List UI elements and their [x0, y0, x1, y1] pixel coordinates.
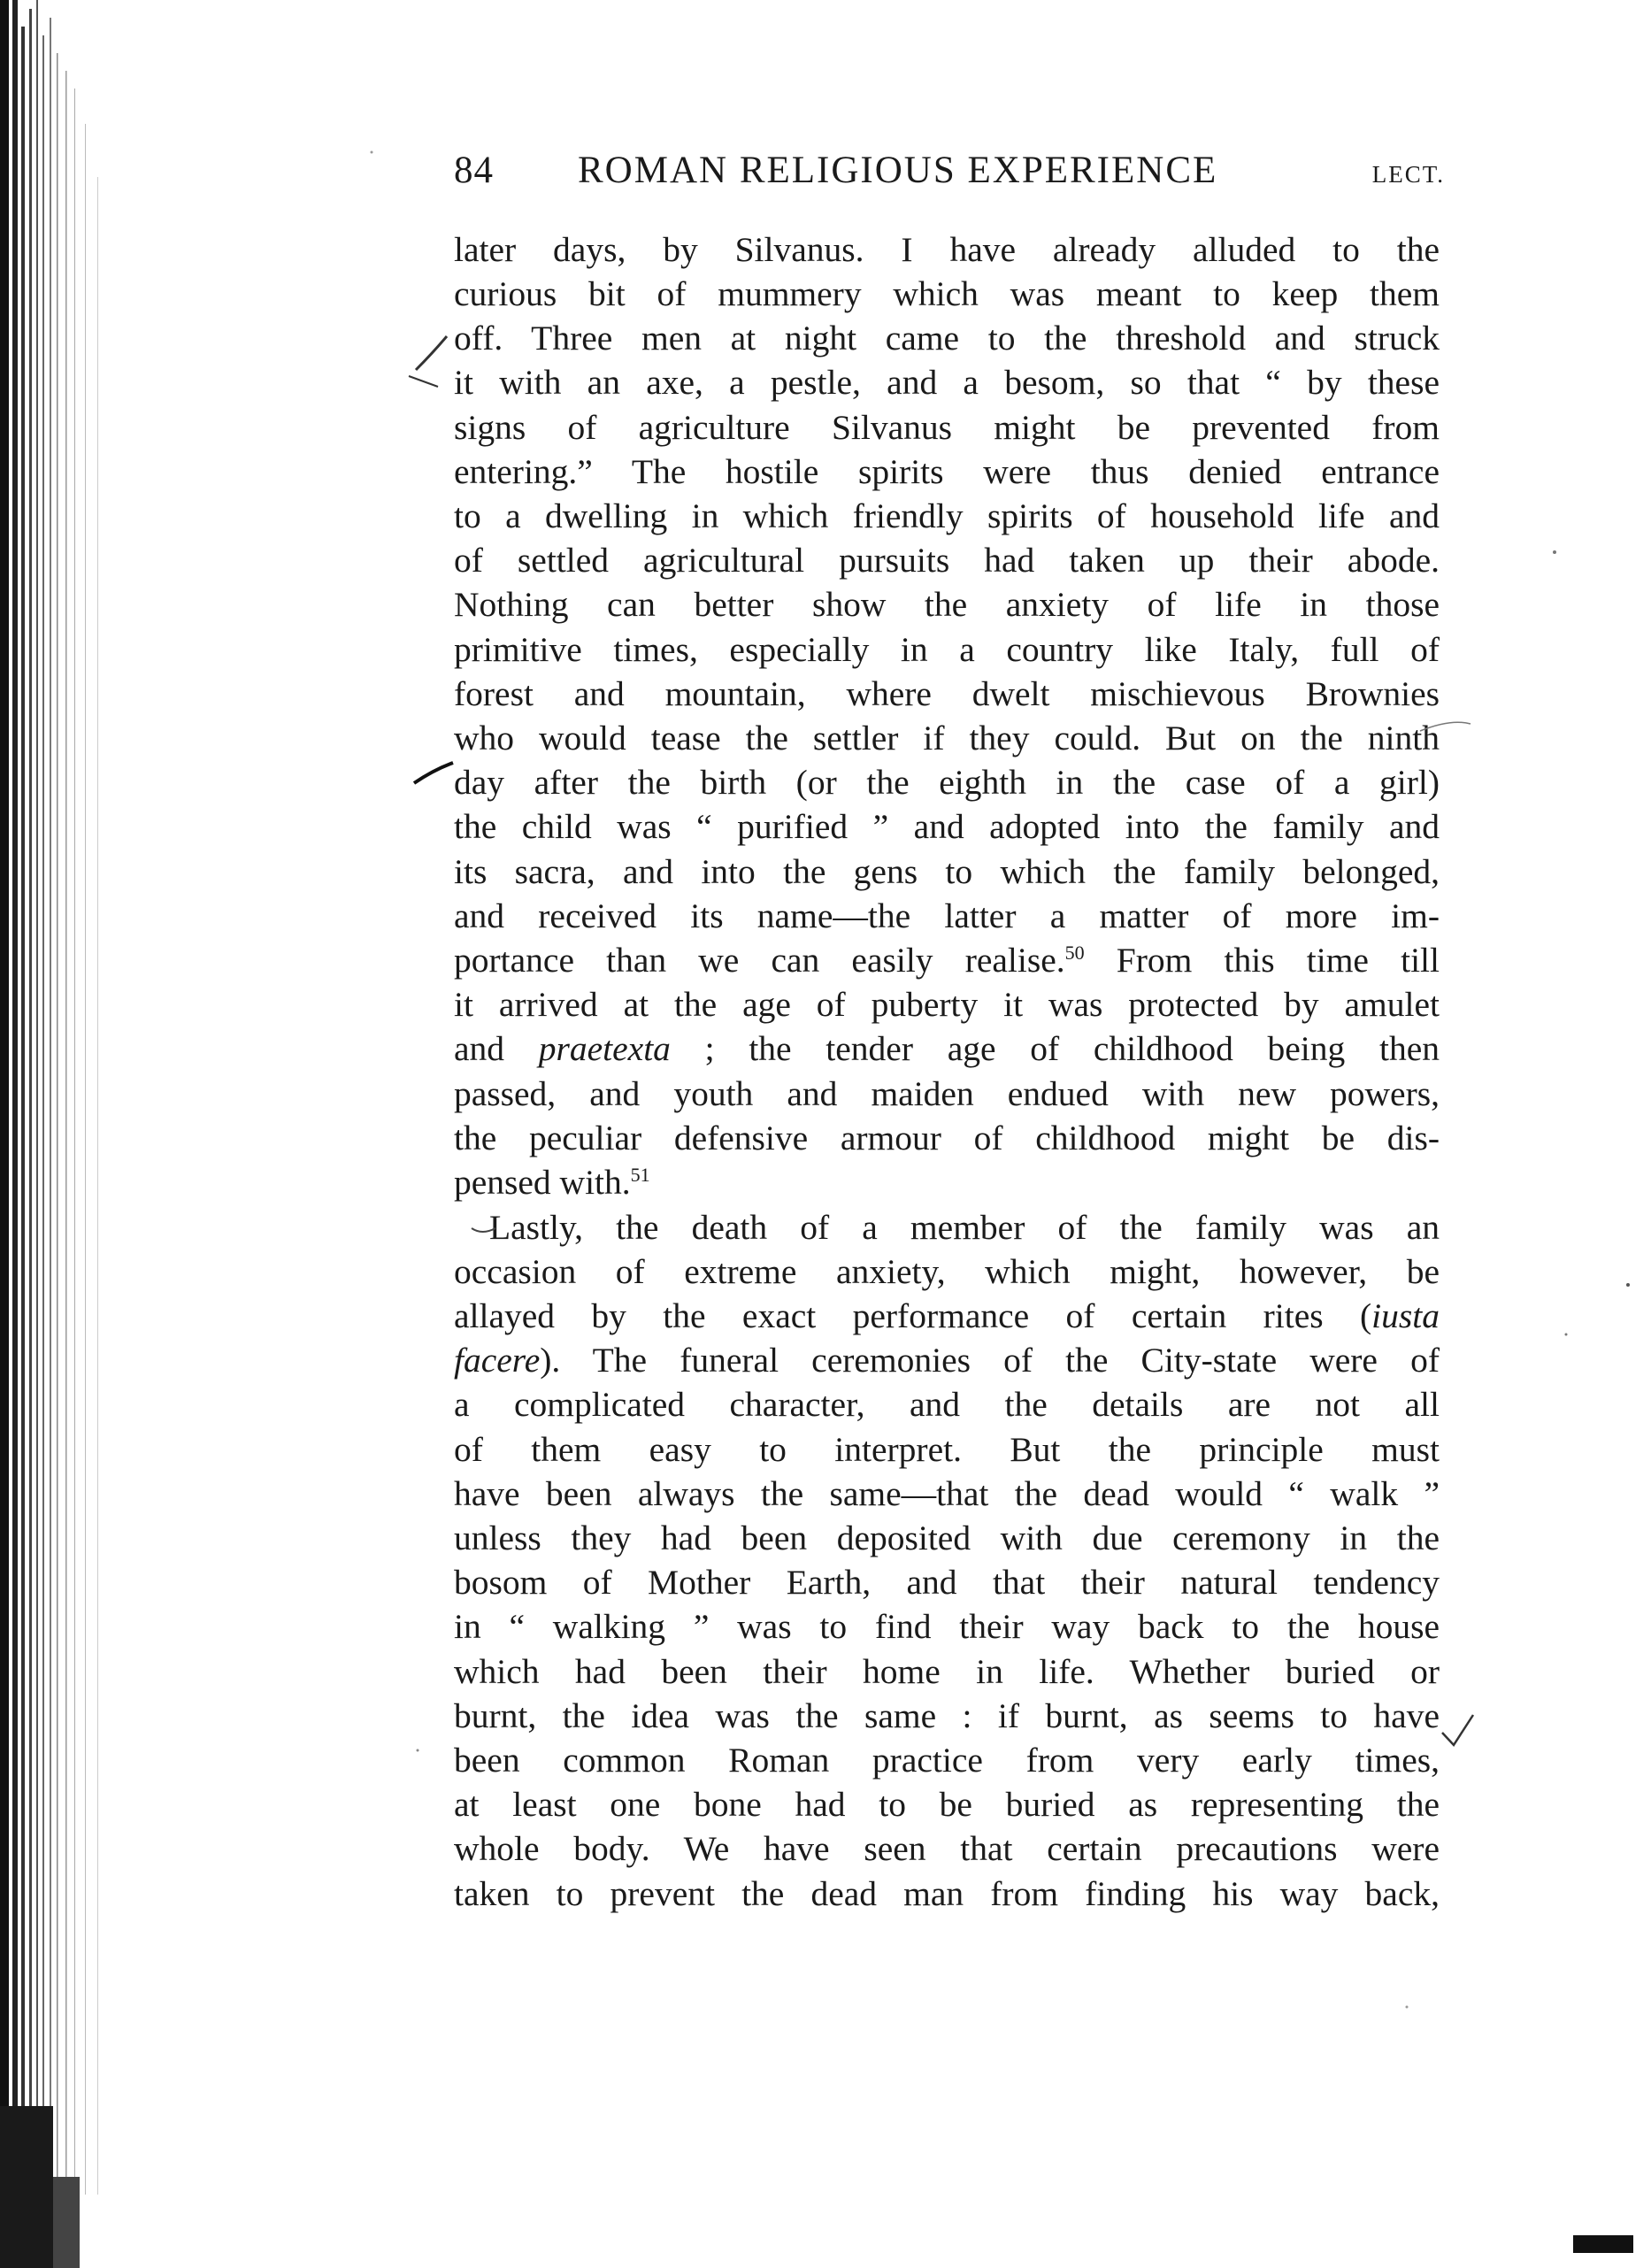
text-fragment: From this time till [1084, 941, 1440, 980]
text-fragment: allayed by the exact performance of certain rites ( [454, 1296, 1372, 1335]
text-line-with-footnote [454, 938, 1440, 982]
italic-term: praetexta [538, 1029, 671, 1068]
text-line: Lastly, the death of a member of the family was an [489, 1208, 1440, 1247]
text-line: its sacra, and into the gens to which the family belonged, [454, 852, 1440, 891]
italic-term: facere [454, 1341, 541, 1380]
text-line-with-italic [454, 1294, 1440, 1338]
text-line: which had been their home in life. Whether buried or [454, 1652, 1440, 1691]
speck [1565, 1334, 1568, 1336]
text-line: Nothing can better show the anxiety of life in those [454, 585, 1440, 624]
page-binding-edge [0, 0, 133, 2268]
footnote-ref: 50 [1064, 941, 1085, 964]
text-line: unless they had been deposited with due ceremony in the [454, 1518, 1440, 1557]
pencil-tick-mark [409, 376, 438, 387]
text-fragment: pensed with. [454, 1163, 631, 1202]
speck [417, 1749, 419, 1752]
running-title: ROMAN RELIGIOUS EXPERIENCE [578, 150, 1218, 191]
text-line: it with an axe, a pestle, and a besom, so that “ by these [454, 363, 1440, 402]
section-label: LECT. [1371, 161, 1445, 188]
page-number: 84 [454, 150, 494, 191]
text-line: in “ walking ” was to find their way back to the house [454, 1607, 1440, 1646]
text-line: of them easy to interpret. But the principle must [454, 1430, 1440, 1469]
speck [1626, 1283, 1630, 1287]
check-mark [1442, 1715, 1473, 1745]
text-line: it arrived at the age of puberty it was protected by amulet [454, 985, 1440, 1024]
speck [371, 151, 373, 154]
ink-smudge [1573, 2235, 1633, 2253]
text-fragment: portance than we can easily realise. [454, 941, 1065, 980]
text-line: bosom of Mother Earth, and that their natural tendency [454, 1563, 1440, 1602]
text-line: off. Three men at night came to the threshold and struck [454, 319, 1440, 357]
footnote-ref: 51 [630, 1163, 650, 1186]
text-line: forest and mountain, where dwelt mischievous Brownies [454, 674, 1440, 713]
text-line: day after the birth (or the eighth in the case of a girl) [454, 763, 1440, 802]
text-line: entering.” The hostile spirits were thus denied entrance [454, 452, 1440, 491]
text-line: at least one bone had to be buried as representing the [454, 1785, 1440, 1824]
text-line-with-italic [454, 1026, 1440, 1071]
text-line: whole body. We have seen that certain precautions were [454, 1829, 1440, 1868]
text-line-with-italic [454, 1338, 1440, 1382]
text-line: taken to prevent the dead man from finding his way back, [454, 1874, 1440, 1913]
text-line: who would tease the settler if they could. But on the ninth [454, 719, 1440, 757]
text-line-with-footnote [454, 1160, 1440, 1204]
italic-term: iusta [1371, 1296, 1440, 1335]
running-header [454, 149, 1445, 202]
text-line: of settled agricultural pursuits had taken up their abode. [454, 541, 1440, 580]
text-line: the child was “ purified ” and adopted into the family and [454, 807, 1440, 846]
text-line: have been always the same—that the dead would “ walk ” [454, 1474, 1440, 1513]
text-line: passed, and youth and maiden endued with new powers, [454, 1074, 1440, 1113]
text-line: curious bit of mummery which was meant to keep them [454, 274, 1440, 313]
pencil-tick-mark [414, 763, 453, 783]
text-line: been common Roman practice from very early times, [454, 1741, 1440, 1780]
text-fragment: ). The funeral ceremonies of the City-state were of [540, 1341, 1440, 1380]
text-line: primitive times, especially in a country like Italy, full of [454, 630, 1440, 669]
text-line: to a dwelling in which friendly spirits of household life and [454, 496, 1440, 535]
text-line: later days, by Silvanus. I have already alluded to the [454, 230, 1440, 269]
text-line: occasion of extreme anxiety, which might, however, be [454, 1252, 1440, 1291]
speck [1406, 2006, 1409, 2009]
text-line: burnt, the idea was the same : if burnt, as seems to have [454, 1696, 1440, 1735]
text-line: a complicated character, and the details are not all [454, 1385, 1440, 1424]
pencil-tick-mark [416, 336, 447, 370]
text-line: signs of agriculture Silvanus might be prevented from [454, 408, 1440, 447]
text-line: the peculiar defensive armour of childhood might be dis- [454, 1119, 1440, 1157]
speck [1553, 550, 1556, 554]
text-fragment: and [454, 1029, 505, 1068]
text-fragment: ; the tender age of childhood being then [670, 1029, 1440, 1068]
text-line: and received its name—the latter a matter of more im- [454, 896, 1440, 935]
